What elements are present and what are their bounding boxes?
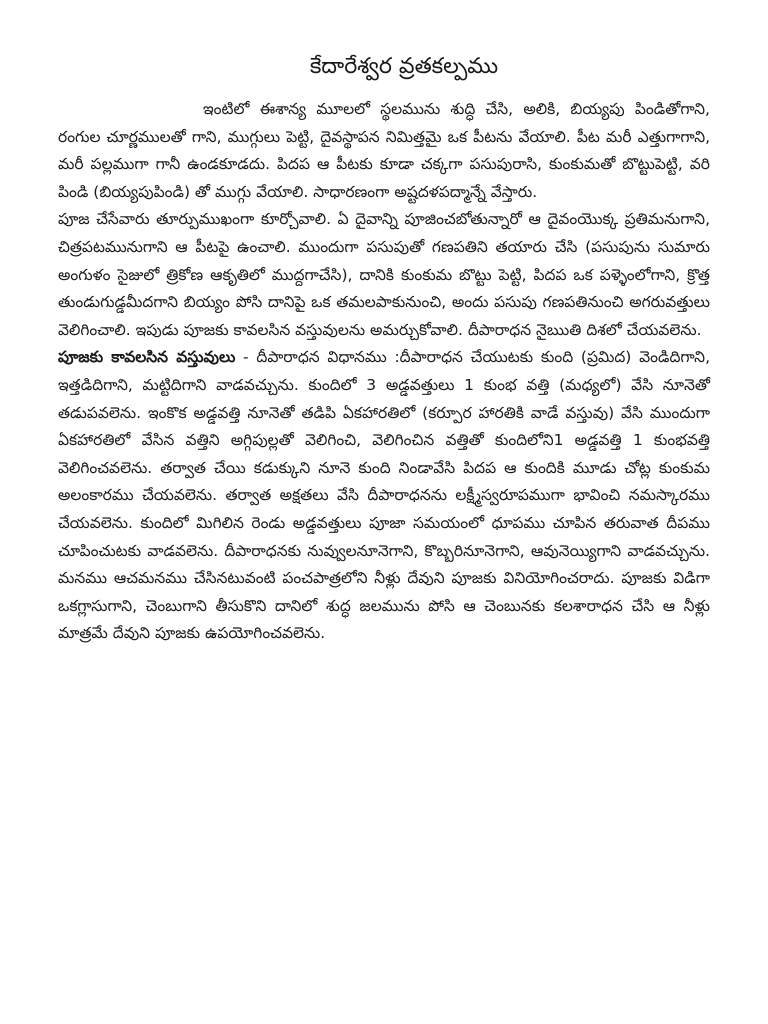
paragraph-lead: పూజకు కావలసిన వస్తువులు bbox=[58, 348, 236, 367]
paragraph-text: ఇంటిలో ఈశాన్య మూలలో స్థలమును శుద్ధి చేసి, అలికి, బియ్యపు పిండితోగాని, రంగుల చూర్ణములతో గాని, ముగ్గులు పెట్టి, దైవస్థాపన నిమిత్తమై ఒక పీటను వేయాలి. పీట మరీ ఎత్తుగాగాని, మరీ పల్లముగా గానీ ఉండకూడదు. పిదప ఆ పీటకు కూడా చక్కగా పసుపురాసి, కుంకుమతో బొట్టుపెట్టి, వరి పిండి (బియ్యపుపిండి) తో ముగ్గు వేయాలి. సాధారణంగా అష్టదళపద్మాన్నే వేస్తారు. bbox=[58, 100, 710, 201]
paragraph-text: - దీపారాధన విధానము :దీపారాధన చేయుటకు కుంది (ప్రమిద) వెండిదిగాని, ఇత్తడిదిగాని, మట్టిదిగాని వాడవచ్చును. కుందిలో 3 అడ్డవత్తులు 1 కుంభ వత్తి (మధ్యలో) వేసి నూనెతో తడుపవలెను. ఇంకొక అడ్డవత్తి నూనెతో తడిపి ఏకహారతిలో (కర్పూర హారతికి వాడే వస్తువు) వేసి ముందుగా ఏకహారతిలో వేసిన వత్తిని అగ్గిపుల్లతో వెలిగించి, వెలిగించిన వత్తితో కుందిలోని1 అడ్డవత్తి 1 కుంభవత్తి వెలిగించవలెను. తర్వాత చేయి కడుక్కుని నూనె కుంది నిండావేసి పిదప ఆ కుందికి మూడు చోట్ల కుంకుమ అలంకారము చేయవలెను. తర్వాత అక్షతలు వేసి దీపారాధనను లక్ష్మీస్వరూపముగా భావించి నమస్కారము చేయవలెను. కుందిలో మిగిలిన రెండు అడ్డవత్తులు పూజా సమయంలో ధూపము చూపిన తరువాత దీపము చూపించుటకు వాడవలెను. దీపారాధనకు నువ్వులనూనెగాని, కొబ్బరినూనెగాని, ఆవునెయ్యిగాని వాడవచ్చును. మనము ఆచమనము చేసినటువంటి పంచపాత్రలోని నీళ్లు దేవుని పూజకు వినియోగించరాదు. పూజకు విడిగా ఒకగ్లాసుగాని, చెంబుగాని తీసుకొని దానిలో శుద్ధ జలమును పోసి ఆ చెంబునకు కలశారాధన చేసి ఆ నీళ్లు మాత్రమే దేవుని పూజకు ఉపయోగించవలెను. bbox=[58, 348, 710, 643]
paragraph-text: పూజ చేసేవారు తూర్పుముఖంగా కూర్చోవాలి. ఏ దైవాన్ని పూజించబోతున్నారో ఆ దైవంయొక్క ప్రతిమనుగాని, చిత్రపటమునుగాని ఆ పీటపై ఉంచాలి. ముందుగా పసుపుతో గణపతిని తయారు చేసి (పసుపును సుమారు అంగుళం సైజులో త్రికోణ ఆకృతిలో ముద్దగాచేసి), దానికి కుంకుమ బొట్టు పెట్టి, పిదప ఒక పళ్ళెంలోగాని, క్రొత్త తుండుగుడ్డమీదగాని బియ్యం పోసి దానిపై ఒక తమలపాకునుంచి, అందు పసుపు గణపతినుంచి అగరువత్తులు వెలిగించాలి. ఇపుడు పూజకు కావలసిన వస్తువులను అమర్చుకోవాలి. దీపారాధన నైఋతి దిశలో చేయవలెను. bbox=[58, 210, 710, 339]
document-body bbox=[58, 96, 710, 648]
document-title: కేదారేశ్వర వ్రతకల్పము bbox=[309, 54, 499, 79]
paragraph-sthala-shuddhi bbox=[58, 96, 710, 206]
paragraph-puja-arrangement bbox=[58, 206, 710, 344]
paragraph-deeparadhana bbox=[58, 344, 710, 648]
